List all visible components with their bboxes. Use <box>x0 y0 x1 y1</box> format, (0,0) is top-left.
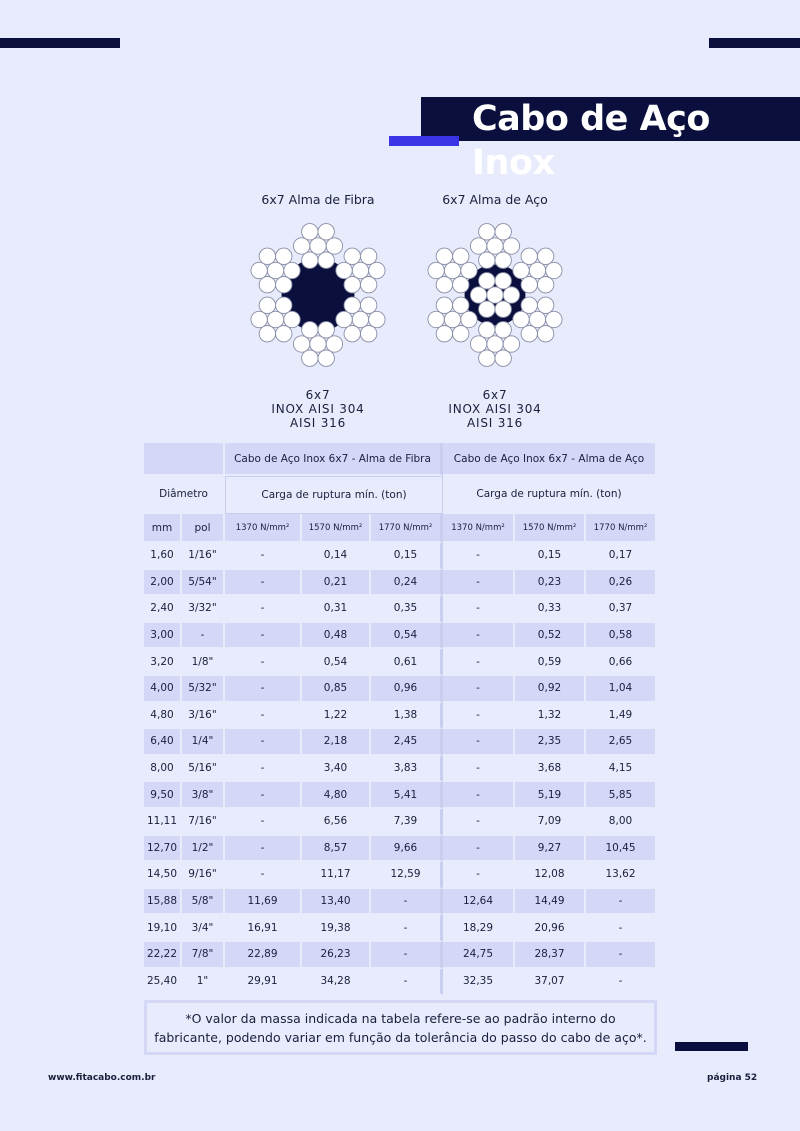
wire <box>318 252 334 268</box>
table-row <box>144 889 657 916</box>
table-row <box>144 649 657 676</box>
table-cell: 3,68 <box>515 756 586 783</box>
table-cell: 3/4" <box>182 915 225 942</box>
table-cell: 18,29 <box>443 915 515 942</box>
table-cell: 6,56 <box>302 809 371 836</box>
table-row <box>144 570 657 597</box>
table-cell: 12,64 <box>443 889 515 916</box>
table-cell: 1,22 <box>302 703 371 730</box>
table-cell: - <box>182 623 225 650</box>
wire <box>293 238 309 254</box>
table-cell: 5/16" <box>182 756 225 783</box>
wire <box>453 297 469 313</box>
wire <box>302 224 318 240</box>
load-header-fiber: Carga de ruptura mín. (ton) <box>225 476 443 514</box>
table-cell: 4,00 <box>144 676 182 703</box>
table-cell: 22,22 <box>144 942 182 969</box>
table-cell: - <box>443 623 515 650</box>
table-cell: - <box>443 703 515 730</box>
table-cell: 1/2" <box>182 836 225 863</box>
footnote <box>144 1000 657 1055</box>
top-right-bar <box>709 38 800 48</box>
wire <box>436 326 452 342</box>
bottom-right-bar <box>675 1042 748 1051</box>
wire <box>529 262 545 278</box>
wire <box>336 262 352 278</box>
wire <box>369 311 385 327</box>
table-row <box>144 915 657 942</box>
wire <box>461 262 477 278</box>
group-header-fiber: Cabo de Aço Inox 6x7 - Alma de Fibra <box>225 443 443 476</box>
table-row <box>144 729 657 756</box>
wire <box>259 277 275 293</box>
wire <box>470 287 486 303</box>
header-blank <box>144 443 225 476</box>
diagram-fiber-title: 6x7 Alma de Fibra <box>261 192 375 207</box>
table-cell: 0,61 <box>371 649 443 676</box>
wire <box>487 238 503 254</box>
table-row <box>144 596 657 623</box>
wire <box>521 297 537 313</box>
caption-line: AISI 316 <box>466 416 524 430</box>
table-cell: - <box>225 809 302 836</box>
table-cell: - <box>225 862 302 889</box>
wire <box>259 326 275 342</box>
footnote-line: fabricante, podendo variar em função da tolerância do passo do cabo de aço*. <box>154 1030 647 1045</box>
table-cell: 3/32" <box>182 596 225 623</box>
table-cell: - <box>443 836 515 863</box>
top-left-bar <box>0 38 120 48</box>
wire <box>344 277 360 293</box>
table-cell: 8,00 <box>144 756 182 783</box>
table-cell: 13,62 <box>586 862 657 889</box>
wire <box>495 273 511 289</box>
table-cell: - <box>371 969 443 996</box>
strength-header: 1370 N/mm² <box>225 514 302 543</box>
table-cell: 11,69 <box>225 889 302 916</box>
table-cell: 0,54 <box>302 649 371 676</box>
title-accent-bar <box>389 136 459 146</box>
wire <box>318 350 334 366</box>
wire <box>369 262 385 278</box>
table-row <box>144 809 657 836</box>
wire <box>513 262 529 278</box>
table-cell: 25,40 <box>144 969 182 996</box>
table-cell: 0,52 <box>515 623 586 650</box>
wire <box>276 277 292 293</box>
table-cell: 3,00 <box>144 623 182 650</box>
wire <box>487 287 503 303</box>
wire <box>276 326 292 342</box>
table-cell: 9,66 <box>371 836 443 863</box>
caption-line: 6x7 <box>482 388 508 402</box>
table-cell: 0,33 <box>515 596 586 623</box>
wire <box>503 287 519 303</box>
wire <box>336 311 352 327</box>
table-cell: 0,17 <box>586 543 657 570</box>
table-cell: 2,40 <box>144 596 182 623</box>
wire <box>284 262 300 278</box>
table-cell: - <box>586 915 657 942</box>
table-cell: - <box>225 729 302 756</box>
wire <box>318 322 334 338</box>
footer-page-number: página 52 <box>707 1073 758 1083</box>
wire <box>495 322 511 338</box>
table-cell: 13,40 <box>302 889 371 916</box>
table-cell: 12,70 <box>144 836 182 863</box>
wire <box>352 311 368 327</box>
wire <box>436 297 452 313</box>
wire <box>479 273 495 289</box>
table-cell: 3,40 <box>302 756 371 783</box>
table-cell: 7/8" <box>182 942 225 969</box>
diagram-steel-title: 6x7 Alma de Aço <box>442 192 548 207</box>
wire <box>293 336 309 352</box>
table-cell: 24,75 <box>443 942 515 969</box>
wire <box>546 262 562 278</box>
wire <box>267 311 283 327</box>
table-cell: - <box>371 915 443 942</box>
table-cell: 5,85 <box>586 782 657 809</box>
wire <box>302 350 318 366</box>
table-cell: 14,50 <box>144 862 182 889</box>
diagram-fiber-core <box>238 192 398 430</box>
table-cell: - <box>225 596 302 623</box>
table-row <box>144 676 657 703</box>
table-cell: 0,59 <box>515 649 586 676</box>
wire <box>537 248 553 264</box>
wire <box>479 224 495 240</box>
table-cell: 16,91 <box>225 915 302 942</box>
footnote-line: *O valor da massa indicada na tabela refere-se ao padrão interno do <box>185 1011 616 1026</box>
rope-steel-core-illustration <box>425 220 565 370</box>
wire <box>344 297 360 313</box>
table-cell: - <box>371 942 443 969</box>
table-cell: 1/16" <box>182 543 225 570</box>
table-cell: - <box>443 756 515 783</box>
strength-header: 1370 N/mm² <box>443 514 515 543</box>
wire <box>436 248 452 264</box>
table-cell: 3,83 <box>371 756 443 783</box>
table-cell: - <box>225 623 302 650</box>
table-cell: - <box>586 942 657 969</box>
table-cell: 0,54 <box>371 623 443 650</box>
wire <box>537 326 553 342</box>
table-cell: 0,37 <box>586 596 657 623</box>
table-cell: 9,27 <box>515 836 586 863</box>
table-cell: - <box>586 969 657 996</box>
table-row <box>144 623 657 650</box>
table-cell: - <box>443 782 515 809</box>
unit-header-pol: pol <box>182 514 225 543</box>
table-cell: 0,35 <box>371 596 443 623</box>
table-cell: 10,45 <box>586 836 657 863</box>
wire <box>310 238 326 254</box>
wire <box>537 277 553 293</box>
strength-header: 1570 N/mm² <box>302 514 371 543</box>
table-cell: 0,96 <box>371 676 443 703</box>
table-cell: - <box>225 782 302 809</box>
wire <box>495 301 511 317</box>
wire <box>537 297 553 313</box>
table-cell: 0,23 <box>515 570 586 597</box>
wire <box>529 311 545 327</box>
wire <box>444 262 460 278</box>
wire <box>318 224 334 240</box>
table-cell: 22,89 <box>225 942 302 969</box>
table-cell: 8,00 <box>586 809 657 836</box>
wire <box>444 311 460 327</box>
breaking-load-table <box>144 443 657 995</box>
table-cell: - <box>443 570 515 597</box>
table-cell: 1,04 <box>586 676 657 703</box>
table-cell: 7/16" <box>182 809 225 836</box>
footer-website[interactable]: www.fitacabo.com.br <box>48 1073 156 1083</box>
table-cell: 7,09 <box>515 809 586 836</box>
table-cell: 2,18 <box>302 729 371 756</box>
table-cell: - <box>443 676 515 703</box>
table-cell: 1,32 <box>515 703 586 730</box>
table-cell: - <box>225 543 302 570</box>
table-cell: 8,57 <box>302 836 371 863</box>
table-cell: 4,80 <box>144 703 182 730</box>
strength-header: 1770 N/mm² <box>371 514 443 543</box>
table-cell: 28,37 <box>515 942 586 969</box>
table-cell: 3/16" <box>182 703 225 730</box>
wire <box>479 252 495 268</box>
unit-header-mm: mm <box>144 514 182 543</box>
table-cell: - <box>443 649 515 676</box>
table-cell: 1,49 <box>586 703 657 730</box>
table-cell: 0,85 <box>302 676 371 703</box>
wire <box>495 350 511 366</box>
table-cell: 5,19 <box>515 782 586 809</box>
wire <box>302 252 318 268</box>
table-cell: 1/4" <box>182 729 225 756</box>
wire <box>521 326 537 342</box>
wire <box>276 248 292 264</box>
table-cell: 4,15 <box>586 756 657 783</box>
wire <box>470 238 486 254</box>
diagram-steel-core <box>415 192 575 430</box>
table-cell: - <box>225 703 302 730</box>
wire <box>360 297 376 313</box>
table-cell: 0,66 <box>586 649 657 676</box>
table-cell: - <box>443 809 515 836</box>
table-cell: 5/54" <box>182 570 225 597</box>
table-row <box>144 942 657 969</box>
wire <box>479 322 495 338</box>
wire <box>428 262 444 278</box>
table-cell: 0,31 <box>302 596 371 623</box>
wire <box>503 238 519 254</box>
page-title: Cabo de Aço Inox <box>421 97 800 141</box>
table-cell: - <box>443 596 515 623</box>
table-cell: 0,58 <box>586 623 657 650</box>
wire <box>326 238 342 254</box>
wire <box>259 248 275 264</box>
diagram-fiber-caption <box>238 388 398 430</box>
table-cell: - <box>225 836 302 863</box>
caption-line: AISI 316 <box>289 416 347 430</box>
caption-line: INOX AISI 304 <box>448 402 542 416</box>
wire <box>302 322 318 338</box>
load-header-steel: Carga de ruptura mín. (ton) <box>443 476 657 514</box>
wire <box>479 350 495 366</box>
table-cell: 11,17 <box>302 862 371 889</box>
table-cell: 9/16" <box>182 862 225 889</box>
wire <box>436 277 452 293</box>
table-cell: 2,00 <box>144 570 182 597</box>
table-cell: 34,28 <box>302 969 371 996</box>
table-cell: 3/8" <box>182 782 225 809</box>
group-header-steel: Cabo de Aço Inox 6x7 - Alma de Aço <box>443 443 657 476</box>
strength-header: 1570 N/mm² <box>515 514 586 543</box>
table-cell: - <box>225 649 302 676</box>
table-cell: - <box>443 543 515 570</box>
wire <box>259 297 275 313</box>
wire <box>521 248 537 264</box>
table-cell: 5,41 <box>371 782 443 809</box>
table-cell: - <box>586 889 657 916</box>
table-cell: 11,11 <box>144 809 182 836</box>
table-cell: 0,15 <box>371 543 443 570</box>
wire <box>461 311 477 327</box>
wire <box>546 311 562 327</box>
diagram-steel-caption <box>415 388 575 430</box>
table-cell: 2,65 <box>586 729 657 756</box>
table-cell: 0,14 <box>302 543 371 570</box>
table-cell: - <box>225 676 302 703</box>
table-row <box>144 862 657 889</box>
table-cell: 1,60 <box>144 543 182 570</box>
table-cell: 12,08 <box>515 862 586 889</box>
wire <box>251 311 267 327</box>
wire <box>326 336 342 352</box>
wire <box>284 311 300 327</box>
table-cell: 4,80 <box>302 782 371 809</box>
wire <box>495 252 511 268</box>
strength-header: 1770 N/mm² <box>586 514 657 543</box>
table-row <box>144 703 657 730</box>
table-cell: 19,38 <box>302 915 371 942</box>
wire <box>479 301 495 317</box>
table-cell: 26,23 <box>302 942 371 969</box>
table-cell: - <box>371 889 443 916</box>
wire <box>503 336 519 352</box>
table-cell: 15,88 <box>144 889 182 916</box>
table-cell: 5/8" <box>182 889 225 916</box>
table-cell: 14,49 <box>515 889 586 916</box>
table-cell: 5/32" <box>182 676 225 703</box>
table-cell: 0,21 <box>302 570 371 597</box>
table-row <box>144 543 657 570</box>
table-row <box>144 756 657 783</box>
wire <box>495 224 511 240</box>
wire <box>428 311 444 327</box>
table-cell: - <box>225 570 302 597</box>
wire <box>487 336 503 352</box>
table-cell: 0,24 <box>371 570 443 597</box>
table-cell: 1" <box>182 969 225 996</box>
table-cell: 0,26 <box>586 570 657 597</box>
table-cell: - <box>225 756 302 783</box>
caption-line: INOX AISI 304 <box>271 402 365 416</box>
wire <box>352 262 368 278</box>
table-cell: 29,91 <box>225 969 302 996</box>
table-cell: 37,07 <box>515 969 586 996</box>
wire <box>344 248 360 264</box>
table-cell: 0,48 <box>302 623 371 650</box>
wire <box>513 311 529 327</box>
table-cell: - <box>443 862 515 889</box>
wire <box>344 326 360 342</box>
table-row <box>144 969 657 996</box>
table-cell: 2,45 <box>371 729 443 756</box>
table-row <box>144 836 657 863</box>
table-cell: 7,39 <box>371 809 443 836</box>
wire <box>360 326 376 342</box>
table-cell: - <box>443 729 515 756</box>
table-cell: 0,92 <box>515 676 586 703</box>
wire <box>453 248 469 264</box>
table-cell: 6,40 <box>144 729 182 756</box>
table-cell: 19,10 <box>144 915 182 942</box>
table-cell: 0,15 <box>515 543 586 570</box>
table-cell: 3,20 <box>144 649 182 676</box>
wire <box>453 326 469 342</box>
table-cell: 1,38 <box>371 703 443 730</box>
table-cell: 2,35 <box>515 729 586 756</box>
wire <box>360 277 376 293</box>
wire <box>310 336 326 352</box>
diameter-header: Diâmetro <box>144 476 225 514</box>
wire <box>470 336 486 352</box>
wire <box>267 262 283 278</box>
wire <box>521 277 537 293</box>
wire <box>251 262 267 278</box>
wire <box>276 297 292 313</box>
table-cell: 20,96 <box>515 915 586 942</box>
table-cell: 32,35 <box>443 969 515 996</box>
caption-line: 6x7 <box>305 388 331 402</box>
table-cell: 1/8" <box>182 649 225 676</box>
table-cell: 12,59 <box>371 862 443 889</box>
table-cell: 9,50 <box>144 782 182 809</box>
wire <box>453 277 469 293</box>
wire <box>360 248 376 264</box>
table-row <box>144 782 657 809</box>
rope-fiber-core-illustration <box>248 220 388 370</box>
